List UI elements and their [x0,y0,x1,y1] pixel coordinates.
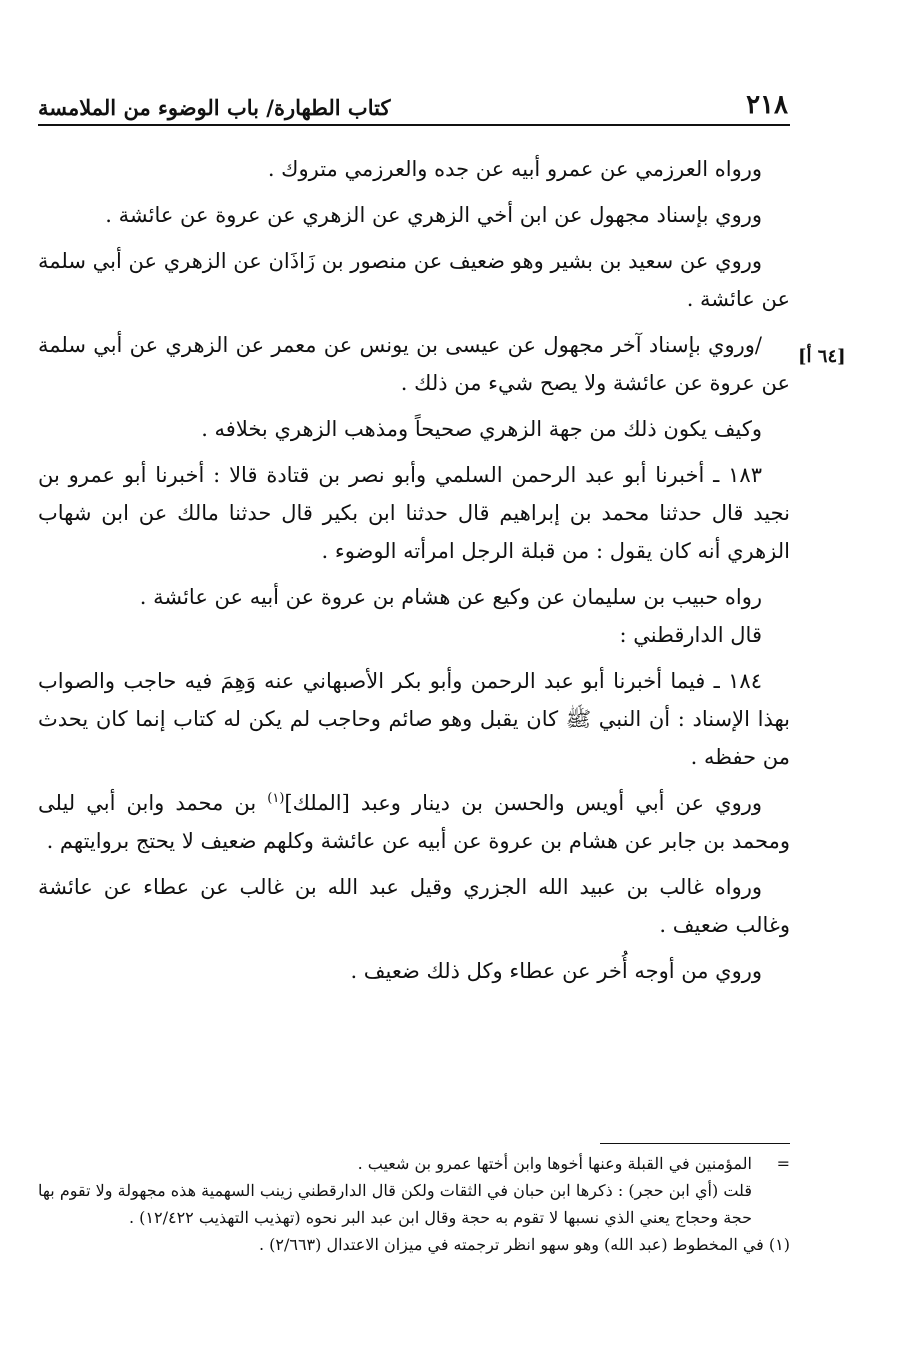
footnote-line: قلت (أي ابن حجر) : ذكرها ابن حبان في الثقات ولكن قال الدارقطني زينب السهمية هذه مجهولة ولا تقوم بها حجة وحجاج يعني الذي نسبها لا تقوم به حجة وقال ابن عبد البر نحوه (تهذيب التهذيب ١٢/٤٢٢) . [38,1181,752,1227]
margin-folio-reference: [٦٤ أ] [798,346,846,367]
paragraph: وروي من أوجه أُخر عن عطاء وكل ذلك ضعيف . [350,959,762,983]
hadith-184: ١٨٤ ـ فيما أخبرنا أبو عبد الرحمن وأبو بكر الأصبهاني عنه وَهِمَ فيه حاجب والصواب بهذا الإسناد : أن النبي ﷺ كان يقبل وهو صائم وحاجب لم يكن له كتاب إنما كان يحدث من حفظه . [38,669,790,769]
footnote-line: المؤمنين في القبلة وعنها أخوها وابن أختها عمرو بن شعيب . [357,1154,752,1173]
paragraph: وكيف يكون ذلك من جهة الزهري صحيحاً ومذهب الزهري بخلافه . [201,417,762,441]
footnote-continuation [38,1150,790,1231]
header-rule [38,124,790,126]
main-text [38,150,790,998]
footnote-rule [600,1143,790,1144]
paragraph [38,784,790,860]
paragraph: /وروي بإسناد آخر مجهول عن عيسى بن يونس عن معمر عن الزهري عن أبي سلمة عن عروة عن عائشة ولا يصح شيء من ذلك . [38,333,790,395]
running-title: كتاب الطهارة/ باب الوضوء من الملامسة [38,95,391,120]
footnote-marker: (١) [267,791,285,806]
footnote-1: (١) في المخطوط (عبد الله) وهو سهو انظر ترجمته في ميزان الاعتدال (٢/٦٦٣) . [258,1235,790,1254]
footnotes [38,1150,790,1258]
paragraph: وروي بإسناد مجهول عن ابن أخي الزهري عن الزهري عن عروة عن عائشة . [105,203,762,227]
paragraph-part: بن محمد وابن أبي ليلى ومحمد بن جابر عن هشام بن عروة عن أبيه عن عائشة وكلهم ضعيف لا يحتج بروايتهم . [38,791,790,853]
hadith-183: ١٨٣ ـ أخبرنا أبو عبد الرحمن السلمي وأبو نصر بن قتادة قالا : أخبرنا أبو عمرو بن نجيد قال حدثنا محمد بن إبراهيم قال حدثنا ابن بكير قال حدثنا مالك عن ابن شهاب الزهري أنه كان يقول : من قبلة الرجل امرأته الوضوء . [38,463,790,563]
paragraph: وروي عن سعيد بن بشير وهو ضعيف عن منصور بن زَاذَان عن الزهري عن أبي سلمة عن عائشة . [38,249,790,311]
paragraph: قال الدارقطني : [619,623,762,647]
paragraph: ورواه غالب بن عبيد الله الجزري وقيل عبد الله بن غالب عن عطاء عن عائشة وغالب ضعيف . [38,875,790,937]
page-header [38,80,790,120]
continuation-mark: = [776,1154,790,1173]
paragraph: ورواه العرزمي عن عمرو أبيه عن جده والعرزمي متروك . [267,157,762,181]
paragraph-part: وروي عن أبي أويس والحسن بن دينار وعبد [الملك] [284,791,762,815]
page-number: ٢١٨ [746,90,788,120]
paragraph: رواه حبيب بن سليمان عن وكيع عن هشام بن عروة عن أبيه عن عائشة . [139,585,762,609]
